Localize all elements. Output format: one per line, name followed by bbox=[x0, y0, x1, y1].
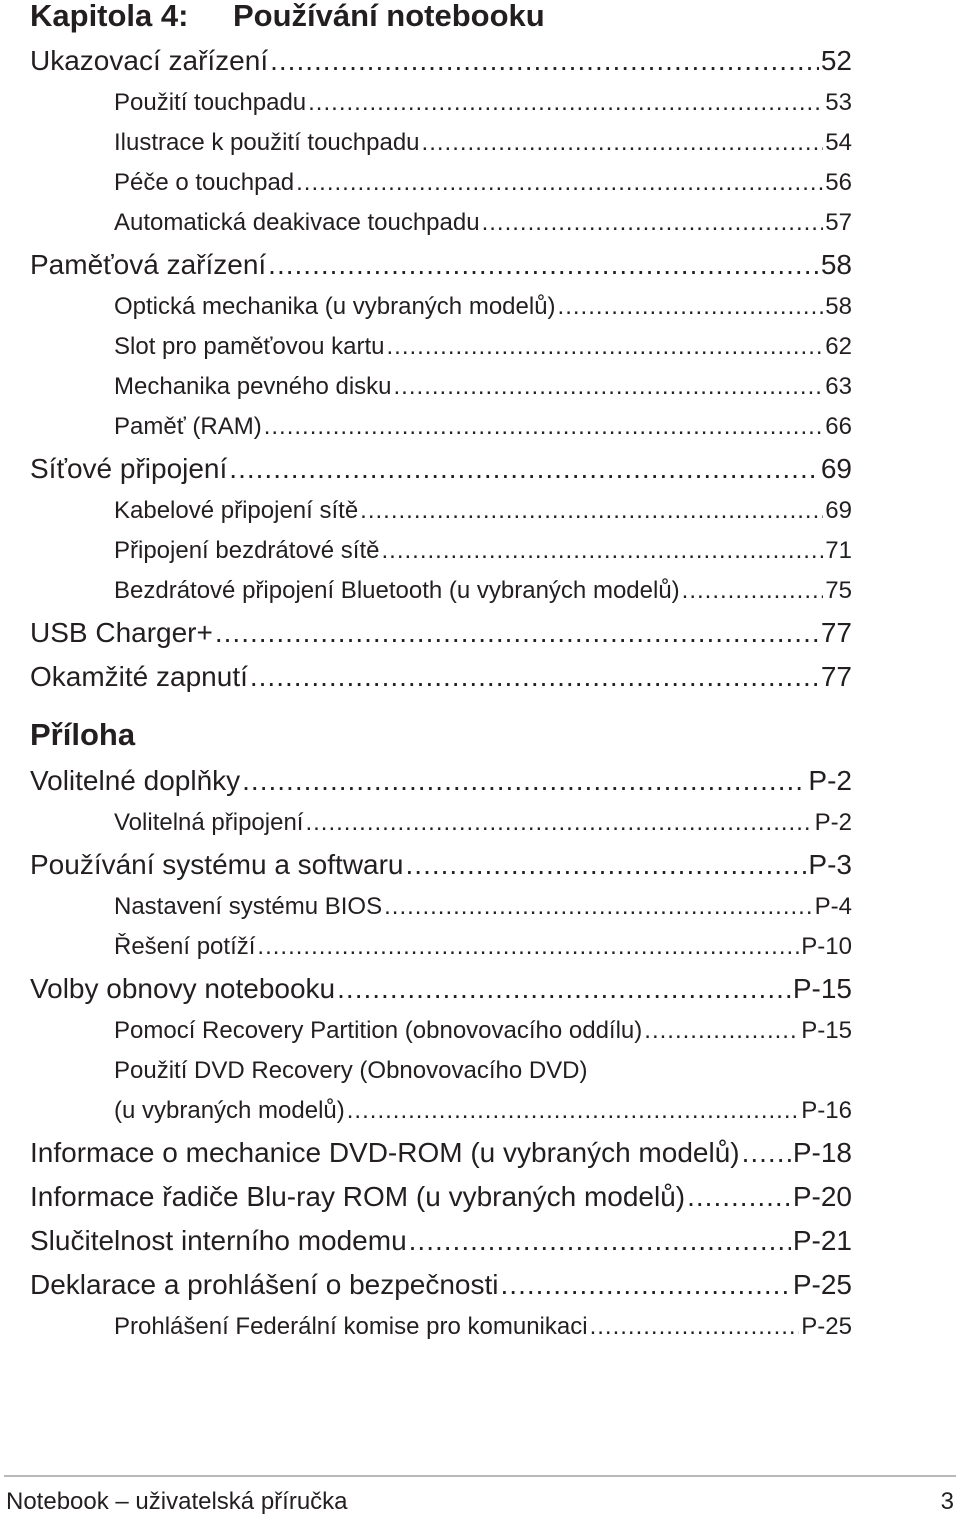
toc-entry-page: 66 bbox=[825, 413, 852, 440]
toc-entry-page: P-25 bbox=[801, 1313, 852, 1340]
toc-leader-dots bbox=[422, 125, 824, 161]
toc-entry[interactable] bbox=[30, 573, 852, 609]
toc-entry[interactable] bbox=[30, 329, 852, 365]
toc-entry-label: Paměťová zařízení bbox=[30, 249, 267, 280]
toc-entry-label: Slučitelnost interního modemu bbox=[30, 1225, 407, 1256]
toc-entry-page: P-2 bbox=[808, 765, 852, 796]
toc-entry[interactable] bbox=[30, 85, 852, 121]
toc-entry-page: 69 bbox=[825, 497, 852, 524]
toc-entry-label: Použití touchpadu bbox=[114, 89, 307, 116]
chapter-heading bbox=[30, 0, 545, 36]
toc-entry[interactable] bbox=[30, 165, 852, 201]
toc-leader-dots bbox=[682, 573, 824, 609]
toc-entry-page: P-21 bbox=[792, 1225, 852, 1256]
toc-leader-dots bbox=[406, 845, 807, 885]
toc-entry-label: Paměť (RAM) bbox=[114, 413, 262, 440]
toc-entry-page: 62 bbox=[825, 333, 852, 360]
toc-leader-dots bbox=[337, 969, 791, 1009]
toc-leader-dots bbox=[384, 889, 813, 925]
toc-entry-page: P-16 bbox=[801, 1097, 852, 1124]
footer-divider bbox=[4, 1475, 956, 1477]
toc-leader-dots bbox=[394, 369, 824, 405]
toc-entry-label: Informace o mechanice DVD-ROM (u vybraných modelů) bbox=[30, 1137, 740, 1168]
toc-entry-page: 77 bbox=[820, 617, 852, 648]
toc-entry-label: (u vybraných modelů) bbox=[114, 1097, 345, 1124]
toc-entry-page: P-15 bbox=[792, 973, 852, 1004]
chapter-title: Používání notebooku bbox=[233, 0, 545, 33]
toc-entry-label: Řešení potíží bbox=[114, 933, 256, 960]
toc-leader-dots bbox=[386, 329, 823, 365]
toc-entry-label: Okamžité zapnutí bbox=[30, 661, 248, 692]
toc-entry[interactable] bbox=[30, 41, 852, 81]
toc-leader-dots bbox=[687, 1177, 791, 1217]
chapter-number: Kapitola 4: bbox=[30, 0, 189, 33]
toc-entry-label: Ukazovací zařízení bbox=[30, 45, 269, 76]
toc-entry-page: 58 bbox=[820, 249, 852, 280]
toc-entry-page: P-4 bbox=[814, 893, 852, 920]
toc-entry-page: 71 bbox=[825, 537, 852, 564]
toc-entry-label: USB Charger+ bbox=[30, 617, 213, 648]
toc-entry-label: Připojení bezdrátové sítě bbox=[114, 537, 380, 564]
toc-entry-label: Volitelná připojení bbox=[114, 809, 304, 836]
toc-entry-page: 77 bbox=[820, 661, 852, 692]
toc-entry-label: Mechanika pevného disku bbox=[114, 373, 392, 400]
toc-leader-dots bbox=[347, 1093, 800, 1129]
toc-leader-dots bbox=[242, 761, 806, 801]
toc-entry-page: 58 bbox=[825, 293, 852, 320]
toc-entry-page: P-3 bbox=[808, 849, 852, 880]
toc-entry[interactable] bbox=[30, 369, 852, 405]
toc-entry-page: 75 bbox=[825, 577, 852, 604]
toc-leader-dots bbox=[268, 245, 819, 285]
toc-entry-page: P-2 bbox=[814, 809, 852, 836]
toc-entry-page: P-25 bbox=[792, 1269, 852, 1300]
toc-entry[interactable] bbox=[30, 533, 852, 569]
toc-leader-dots bbox=[257, 929, 799, 965]
toc-leader-dots bbox=[742, 1133, 791, 1173]
toc-entry-page: 63 bbox=[825, 373, 852, 400]
toc-entry-label: Kabelové připojení sítě bbox=[114, 497, 359, 524]
footer-page-number: 3 bbox=[940, 1488, 954, 1515]
toc-leader-dots bbox=[270, 41, 819, 81]
toc-entry[interactable] bbox=[30, 761, 852, 801]
appendix-heading bbox=[30, 715, 135, 755]
toc-leader-dots bbox=[590, 1309, 800, 1345]
toc-entry-page: 54 bbox=[825, 129, 852, 156]
toc-entry[interactable] bbox=[30, 1013, 852, 1049]
toc-entry-line[interactable] bbox=[30, 1053, 852, 1089]
toc-entry[interactable] bbox=[30, 805, 852, 841]
toc-entry-label: Volitelné doplňky bbox=[30, 765, 241, 796]
toc-entry-page: P-20 bbox=[792, 1181, 852, 1212]
toc-leader-dots bbox=[308, 85, 823, 121]
toc-entry-label: Použití DVD Recovery (Obnovovacího DVD) bbox=[114, 1057, 588, 1084]
toc-entry[interactable] bbox=[30, 289, 852, 325]
toc-entry[interactable] bbox=[30, 1309, 852, 1345]
toc-entry-label: Nastavení systému BIOS bbox=[114, 893, 383, 920]
toc-leader-dots bbox=[215, 613, 819, 653]
toc-leader-dots bbox=[409, 1221, 791, 1261]
toc-leader-dots bbox=[264, 409, 824, 445]
toc-entry[interactable] bbox=[30, 613, 852, 653]
toc-entry-page: 57 bbox=[825, 209, 852, 236]
toc-leader-dots bbox=[382, 533, 824, 569]
toc-entry-page: 69 bbox=[820, 453, 852, 484]
toc-entry-label: Používání systému a softwaru bbox=[30, 849, 404, 880]
toc-entry-label: Prohlášení Federální komise pro komunikaci bbox=[114, 1313, 588, 1340]
toc-entry-label: Ilustrace k použití touchpadu bbox=[114, 129, 420, 156]
toc-entry[interactable] bbox=[30, 449, 852, 489]
toc-entry[interactable] bbox=[30, 845, 852, 885]
toc-entry[interactable] bbox=[30, 929, 852, 965]
toc-entry-page: P-15 bbox=[801, 1017, 852, 1044]
toc-entry[interactable] bbox=[30, 1177, 852, 1217]
toc-entry[interactable] bbox=[30, 409, 852, 445]
toc-leader-dots bbox=[296, 165, 823, 201]
toc-entry[interactable] bbox=[30, 1133, 852, 1173]
toc-leader-dots bbox=[305, 805, 812, 841]
toc-entry-label: Volby obnovy notebooku bbox=[30, 973, 336, 1004]
toc-entry-label: Bezdrátové připojení Bluetooth (u vybraných modelů) bbox=[114, 577, 680, 604]
toc-entry[interactable] bbox=[30, 889, 852, 925]
toc-entry-page: 53 bbox=[825, 89, 852, 116]
toc-entry-label: Pomocí Recovery Partition (obnovovacího oddílu) bbox=[114, 1017, 643, 1044]
toc-leader-dots bbox=[229, 449, 819, 489]
footer-document-title: Notebook – uživatelská příručka bbox=[6, 1488, 348, 1515]
toc-entry[interactable] bbox=[30, 245, 852, 285]
toc-entry[interactable] bbox=[30, 1265, 852, 1305]
toc-entry-page: P-10 bbox=[801, 933, 852, 960]
toc-entry-page: 56 bbox=[825, 169, 852, 196]
toc-entry[interactable] bbox=[30, 657, 852, 697]
toc-leader-dots bbox=[250, 657, 819, 697]
toc-entry[interactable] bbox=[30, 125, 852, 161]
toc-leader-dots bbox=[558, 289, 824, 325]
toc-entry[interactable] bbox=[30, 205, 852, 241]
toc-entry[interactable] bbox=[30, 969, 852, 1009]
toc-entry-label: Slot pro paměťovou kartu bbox=[114, 333, 385, 360]
toc-entry-label: Informace řadiče Blu-ray ROM (u vybraných modelů) bbox=[30, 1181, 686, 1212]
toc-leader-dots bbox=[360, 493, 823, 529]
appendix-title: Příloha bbox=[30, 717, 136, 752]
toc-entry-label: Síťové připojení bbox=[30, 453, 228, 484]
toc-entry[interactable] bbox=[30, 1093, 852, 1129]
toc-leader-dots bbox=[644, 1013, 799, 1049]
toc-leader-dots bbox=[482, 205, 824, 241]
toc-entry-label: Péče o touchpad bbox=[114, 169, 295, 196]
toc-entry[interactable] bbox=[30, 1221, 852, 1261]
toc-leader-dots bbox=[501, 1265, 791, 1305]
toc-entry-page: 52 bbox=[820, 45, 852, 76]
toc-entry-label: Automatická deakivace touchpadu bbox=[114, 209, 480, 236]
toc-entry-label: Optická mechanika (u vybraných modelů) bbox=[114, 293, 556, 320]
toc-entry-page: P-18 bbox=[792, 1137, 852, 1168]
toc-entry-label: Deklarace a prohlášení o bezpečnosti bbox=[30, 1269, 499, 1300]
toc-entry[interactable] bbox=[30, 493, 852, 529]
